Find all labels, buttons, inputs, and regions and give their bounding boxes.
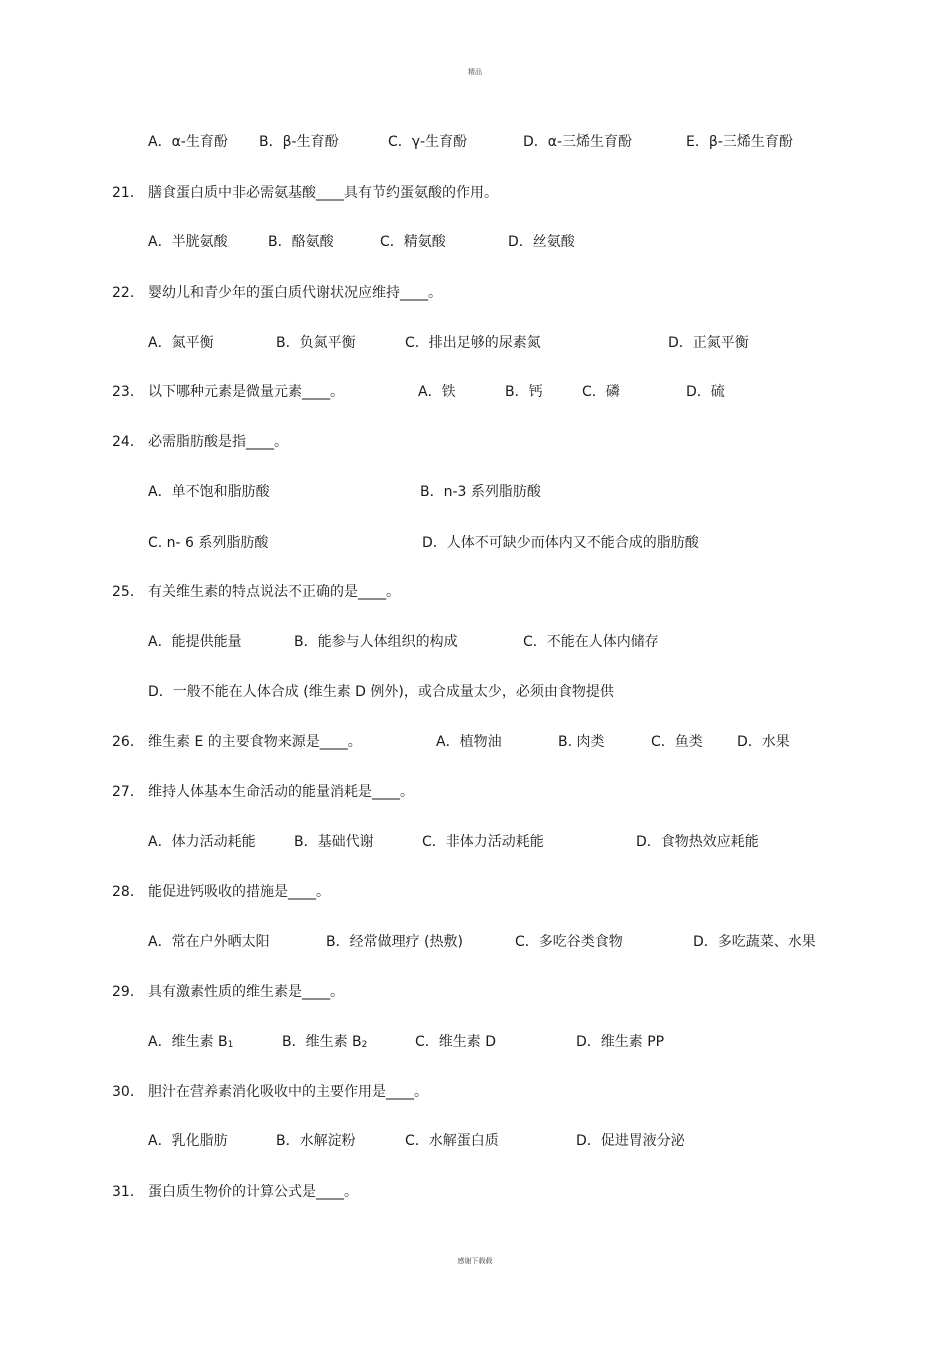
q29-number: 29．: [112, 984, 144, 1000]
q23-option-a: A．铁: [418, 384, 456, 400]
q20-option-c: C．γ-生育酚: [388, 134, 468, 150]
q21-option-b: B．酪氨酸: [268, 234, 334, 250]
q27-number: 27．: [112, 784, 144, 800]
q25-option-b: B．能参与人体组织的构成: [294, 634, 458, 650]
q20-option-a: A．α-生育酚: [148, 134, 228, 150]
q27-option-a: A．体力活动耗能: [148, 834, 256, 850]
q24-option-c: C. n- 6 系列脂肪酸: [148, 535, 269, 551]
q27-option-b: B．基础代谢: [294, 834, 374, 850]
q30-option-d: D．促进胃液分泌: [576, 1133, 685, 1149]
q26-text: 维生素 E 的主要食物来源是____。: [148, 734, 362, 750]
q27-option-d: D．食物热效应耗能: [636, 834, 759, 850]
page-footer: 感谢下载载: [457, 1257, 493, 1265]
q28-option-c: C．多吃谷类食物: [515, 934, 623, 950]
q21-option-a: A．半胱氨酸: [148, 234, 228, 250]
page-header: 精品: [468, 68, 482, 76]
q24-option-a: A．单不饱和脂肪酸: [148, 484, 270, 500]
q22-option-c: C．排出足够的尿素氮: [405, 335, 541, 351]
q20-option-e: E．β-三烯生育酚: [686, 134, 793, 150]
q29-sub-1: 1: [227, 1040, 234, 1050]
q26-option-c: C．鱼类: [651, 734, 703, 750]
q27-option-c: C．非体力活动耗能: [422, 834, 544, 850]
q28-number: 28．: [112, 884, 144, 900]
q27-text: 维持人体基本生命活动的能量消耗是____。: [148, 784, 414, 800]
q21-option-c: C．精氨酸: [380, 234, 446, 250]
q22-number: 22．: [112, 285, 144, 301]
q22-option-d: D．正氮平衡: [668, 335, 749, 351]
q24-option-b: B．n-3 系列脂肪酸: [420, 484, 541, 500]
q25-number: 25．: [112, 584, 144, 600]
q26-number: 26．: [112, 734, 144, 750]
q28-option-a: A．常在户外晒太阳: [148, 934, 270, 950]
q29-option-b: B．维生素 $B_2$: [282, 1034, 368, 1050]
q30-option-b: B．水解淀粉: [276, 1133, 356, 1149]
q21-text: 膳食蛋白质中非必需氨基酸____具有节约蛋氨酸的作用。: [148, 185, 498, 201]
q30-option-a: A．乳化脂肪: [148, 1133, 228, 1149]
q25-option-a: A．能提供能量: [148, 634, 242, 650]
q28-text: 能促进钙吸收的措施是____。: [148, 884, 330, 900]
q22-option-a: A．氮平衡: [148, 335, 214, 351]
q28-option-b: B．经常做理疗 (热敷): [326, 934, 463, 950]
q29-sub-2: 2: [361, 1040, 368, 1050]
q31-text: 蛋白质生物价的计算公式是____。: [148, 1184, 358, 1200]
q28-option-d: D．多吃蔬菜、水果: [693, 934, 816, 950]
q26-option-b: B. 肉类: [558, 734, 605, 750]
q21-option-d: D．丝氨酸: [508, 234, 575, 250]
q21-number: 21．: [112, 185, 144, 201]
q23-text: 以下哪种元素是微量元素____。: [148, 384, 344, 400]
q22-text: 婴幼儿和青少年的蛋白质代谢状况应维持____。: [148, 285, 442, 301]
q23-number: 23．: [112, 384, 144, 400]
q25-option-c: C．不能在人体内储存: [523, 634, 659, 650]
q23-option-b: B．钙: [505, 384, 543, 400]
q22-option-b: B．负氮平衡: [276, 335, 356, 351]
q29-option-d: D．维生素 PP: [576, 1034, 665, 1050]
q23-option-d: D．硫: [686, 384, 725, 400]
q29-option-c: C．维生素 D: [415, 1034, 497, 1050]
q25-option-d: D．一般不能在人体合成 (维生素 D 例外)，或合成量太少，必须由食物提供: [148, 684, 614, 700]
q25-text: 有关维生素的特点说法不正确的是____。: [148, 584, 400, 600]
q30-number: 30．: [112, 1084, 144, 1100]
q24-number: 24．: [112, 434, 144, 450]
q24-option-d: D．人体不可缺少而体内又不能合成的脂肪酸: [422, 535, 699, 551]
q24-text: 必需脂肪酸是指____。: [148, 434, 288, 450]
q31-number: 31．: [112, 1184, 144, 1200]
q30-text: 胆汁在营养素消化吸收中的主要作用是____。: [148, 1084, 428, 1100]
q30-option-c: C．水解蛋白质: [405, 1133, 499, 1149]
q29-option-a: A．维生素 $B_1$: [148, 1034, 234, 1050]
q23-option-c: C．磷: [582, 384, 620, 400]
q20-option-b: B．β-生育酚: [259, 134, 339, 150]
q29-text: 具有激素性质的维生素是____。: [148, 984, 344, 1000]
q26-option-a: A．植物油: [436, 734, 502, 750]
q26-option-d: D．水果: [737, 734, 790, 750]
q20-option-d: D．α-三烯生育酚: [523, 134, 633, 150]
